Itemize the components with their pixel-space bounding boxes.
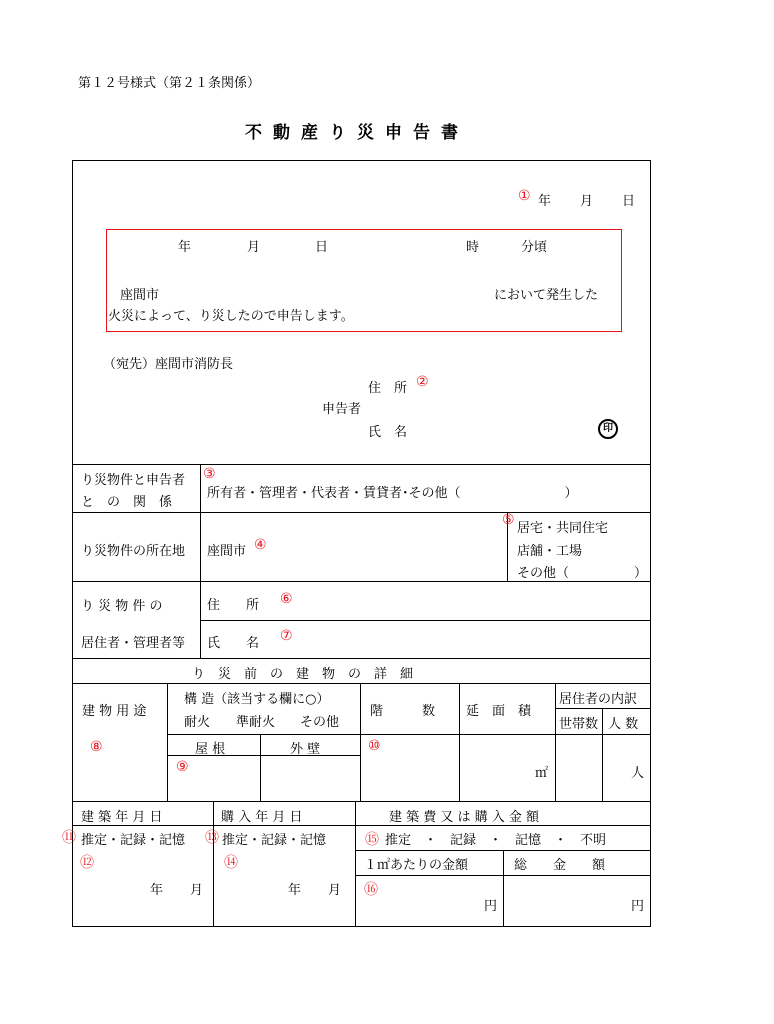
col-line <box>555 683 556 801</box>
declarant-address-label: 住 所 <box>368 381 408 396</box>
total-yen: 円 <box>631 899 645 914</box>
purchase-year: 年 <box>288 883 302 898</box>
row-line <box>72 464 650 465</box>
outer-border-left <box>72 160 73 927</box>
marker-7: ⑦ <box>280 628 293 644</box>
row-line <box>72 825 650 826</box>
cost-label: 建 築 費 又 は 購 入 金 額 <box>389 810 540 825</box>
row-line <box>72 683 650 684</box>
structure-semi-fireproof: 準耐火 <box>236 715 276 730</box>
row-line <box>167 734 650 735</box>
form-title: 不動産り災申告書 <box>245 123 469 143</box>
floor-area-label: 延 面 積 <box>466 704 532 719</box>
built-month: 月 <box>190 883 204 898</box>
col-line <box>167 683 168 801</box>
declarant-name-label: 氏 名 <box>368 425 408 440</box>
col-line <box>602 708 603 801</box>
incident-day: 日 <box>315 240 329 255</box>
col-line <box>503 850 504 926</box>
purchase-month: 月 <box>328 883 342 898</box>
addressee: （宛先）座間市消防長 <box>103 357 234 372</box>
marker-5: ⑤ <box>502 512 515 528</box>
col-line <box>213 801 214 926</box>
form-number: 第１２号様式（第２１条関係） <box>78 76 261 91</box>
cost-basis-options: 推定 ・ 記録 ・ 記憶 ・ 不明 <box>385 833 607 848</box>
location-type-2: 店舗・工場 <box>517 544 583 559</box>
per-sqm-yen: 円 <box>484 899 498 914</box>
date-year: 年 <box>538 194 552 209</box>
built-date-label: 建 築 年 月 日 <box>81 810 163 825</box>
date-month: 月 <box>580 194 594 209</box>
exterior-wall-label: 外 壁 <box>290 742 321 757</box>
location-city: 座間市 <box>207 544 247 559</box>
row-line <box>72 658 650 659</box>
marker-14: ⑭ <box>224 855 238 871</box>
marker-12: ⑫ <box>80 855 94 871</box>
col-line <box>200 464 201 658</box>
marker-1: ① <box>518 188 531 204</box>
outer-border-right <box>650 160 651 927</box>
relation-options: 所有者・管理者・代表者・賃貸者･その他（ ） <box>207 486 578 501</box>
marker-9: ⑨ <box>176 759 189 775</box>
location-type-1: 居宅・共同住宅 <box>517 521 609 536</box>
building-use-label: 建 物 用 途 <box>82 704 147 719</box>
outer-border-top <box>72 160 650 161</box>
built-year: 年 <box>150 883 164 898</box>
resident-name-label: 氏 名 <box>207 636 260 651</box>
structure-other: その他 <box>300 715 340 730</box>
declarant-label: 申告者 <box>322 402 362 417</box>
marker-8: ⑧ <box>90 739 103 755</box>
resident-label-1: り 災 物 件 の <box>81 599 163 614</box>
floors-label: 階 数 <box>370 704 436 719</box>
location-label: り災物件の所在地 <box>81 544 186 559</box>
purchase-basis-options: 推定・記録・記憶 <box>222 833 327 848</box>
incident-year: 年 <box>178 240 192 255</box>
col-line <box>459 683 460 801</box>
marker-13: ⑬ <box>205 830 219 846</box>
col-line <box>360 683 361 801</box>
built-basis-options: 推定・記録・記憶 <box>81 833 186 848</box>
households-label: 世帯数 <box>559 717 599 732</box>
seal-icon: 印 <box>598 419 618 439</box>
resident-address-label: 住 所 <box>207 598 260 613</box>
marker-16: ⑯ <box>364 882 378 898</box>
incident-city: 座間市 <box>120 288 160 303</box>
marker-11: ⑪ <box>62 830 76 846</box>
resident-breakdown-label: 居住者の内訳 <box>559 692 638 707</box>
person-unit: 人 <box>631 766 645 781</box>
incident-month: 月 <box>247 240 261 255</box>
building-section-title: り 災 前 の 建 物 の 詳 細 <box>192 667 414 682</box>
marker-4: ④ <box>254 537 267 553</box>
col-line <box>260 734 261 801</box>
total-amount-label: 総 金 額 <box>514 858 606 873</box>
marker-15: ⑮ <box>365 832 379 848</box>
roof-label: 屋 根 <box>195 742 226 757</box>
marker-6: ⑥ <box>280 591 293 607</box>
incident-occurred: において発生した <box>494 288 599 303</box>
persons-label: 人 数 <box>608 717 639 732</box>
per-sqm-label: １㎡あたりの金額 <box>364 858 469 873</box>
marker-10: ⑩ <box>368 738 381 754</box>
marker-3: ③ <box>203 466 216 482</box>
relation-label-1: り災物件と申告者 <box>81 473 186 488</box>
location-type-3: その他（ ） <box>517 566 648 581</box>
row-line <box>200 620 650 621</box>
incident-minute: 分頃 <box>521 240 548 255</box>
marker-2: ② <box>416 374 429 390</box>
resident-label-2: 居住者・管理者等 <box>81 636 186 651</box>
structure-label: 構 造（該当する欄に○） <box>184 692 330 707</box>
purchase-date-label: 購 入 年 月 日 <box>221 810 303 825</box>
col-line <box>355 801 356 926</box>
relation-label-2: と の 関 係 <box>81 495 173 510</box>
row-line <box>72 801 650 802</box>
row-line <box>72 512 650 513</box>
incident-hour: 時 <box>466 240 480 255</box>
outer-border-bottom <box>72 926 651 927</box>
sqm-unit: ㎡ <box>535 766 549 781</box>
incident-statement: 火災によって、り災したので申告します。 <box>108 309 354 324</box>
row-line <box>72 581 650 582</box>
structure-fireproof: 耐火 <box>184 715 211 730</box>
date-day: 日 <box>622 194 636 209</box>
